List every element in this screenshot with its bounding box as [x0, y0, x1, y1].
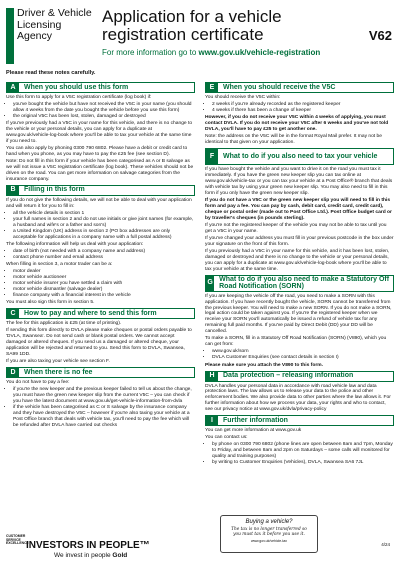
section-f-text: If you have bought the vehicle and you want to drive it on the road you must tax it immediately. If you have the green new keeper slip you can tax online at www.gov.uk/vehicle-tax or you can tax your vehicle at a Post Office® branch that deals with vehicle tax by using your green new keeper slip. You may also need to fill in this form if you only have the green new keeper slip. [205, 167, 393, 196]
iip-level: Gold [112, 552, 128, 559]
section-letter: F [206, 149, 218, 164]
cse-line: CUSTOMER [6, 534, 26, 538]
section-g-text: Please make sure you attach the V890 to this form. [205, 362, 323, 368]
section-letter: B [7, 186, 19, 195]
list-item: • a United Kingdom (UK) address in section 2 (PO box addresses are only acceptable for applications in a company name with a full postal address) [13, 229, 195, 241]
section-d-text: You do not have to pay a fee: [6, 380, 70, 385]
notes-heading: Please read these notes carefully. [6, 70, 96, 76]
list-item: • date of birth (not needed with a company name and address) [13, 249, 195, 255]
list-item: • if you're the new keeper and the previous keeper failed to tell us about the change, you must have the green new keeper slip from the current V5C – you can check if you have the latest document at www.gov.uk/get-vehicle-information-from-dvla [13, 387, 195, 405]
section-i-list [212, 442, 394, 466]
form-footer [6, 513, 394, 563]
right-column [205, 80, 394, 467]
form-code: V62 [368, 28, 392, 43]
section-f-text: If you previously had a V5C in your name for this vehicle, and it has been lost, stolen, damaged or destroyed and there is no change to the vehicle or your personal details, you can apply for a duplicate at www.gov.uk/vehicle-log-book where you'll be able to tax your vehicle at the same time. [205, 249, 390, 272]
section-a-note: Note: Do not fill in this form if your vehicle has been categorised as A or B salvage as we will not issue a V5C registration certificate (log book). These vehicles should not be driven on the road. You can get more information on salvage categories from the insurance company. [6, 159, 194, 182]
list-item: • 2 weeks if you're already recorded as the registered keeper [212, 102, 394, 108]
list-item: • DVLA Customer Enquiries (see contact details in section I) [212, 355, 394, 361]
section-e-warning: However, if you do not receive your V5C within 4 weeks of applying, you must contact DVLA. If you do not receive your V5C after 6 weeks and you've not told DVLA, you'll have to pay £25 to get another one. [205, 115, 389, 133]
list-item: • 4 weeks if there has been a change of keeper [212, 108, 394, 114]
dvla-crest-bar [6, 8, 14, 64]
form-version: 4/24 [381, 542, 390, 547]
section-h-text: DVLA handles your personal data in accordance with road vehicle law and data protection laws. The law allows us to release your data to the police and other enforcement bodies. We also provide data to other parties where the law allows it. For further information about how we process your data, your rights and who to contact, see our privacy notice at www.gov.uk/dvla/privacy-policy [205, 383, 391, 413]
section-title: What to do if you also need to make a Statutory Off Road Notification (SORN) [219, 276, 390, 291]
section-c-text: The fee for this application is £25 (at time of printing). [6, 321, 122, 327]
section-b-text: If you do not give the following details, we will not be able to deal with your application and will return it for you to fill in: [6, 197, 192, 209]
list-item: • by phone on 0300 790 6802 (phone lines are open between 8am and 7pm, Monday to Friday, and between 8am and 2pm on Saturdays – some calls will monitored for quality and training purposes) [212, 442, 394, 460]
dept-line: Agency [17, 30, 53, 42]
section-e-text: You should receive the V5C within: [205, 95, 281, 100]
section-letter: E [206, 83, 218, 92]
section-d-list [13, 387, 195, 428]
investors-in-people-logo: INVESTORS IN PEOPLE™ [26, 540, 150, 551]
left-column [6, 80, 195, 430]
section-b-list [13, 269, 195, 299]
form-subtitle [102, 48, 320, 57]
section-letter: I [206, 416, 218, 425]
cse-line: SERVICE [6, 537, 21, 542]
section-a-text: Use this form to apply for a V5C registration certificate (log book) if: [6, 95, 152, 100]
section-b-header [6, 185, 195, 196]
section-f-text: If you've changed your address you must fill in your previous postcode in the box under your signature on the front of this form. [205, 236, 394, 247]
section-d-header [6, 367, 195, 378]
section-letter: G [206, 276, 214, 291]
section-title: When there is no fee [24, 368, 93, 376]
section-title: What to do if you also need to tax your vehicle [223, 153, 378, 161]
form-header [6, 6, 394, 66]
section-a-header [6, 82, 195, 93]
list-item: • finance company with a financial interest in the vehicle [13, 293, 195, 299]
list-item: • you've bought the vehicle but have not received the V5C in your name (you should allow 4 weeks from the date you bought the vehicle before you use this form) [13, 102, 195, 114]
cse-line: EXCELLENCE [6, 541, 29, 546]
list-item: • motor vehicle dismantler (salvage dealer) [13, 287, 195, 293]
section-letter: D [7, 368, 19, 377]
section-b-text: You must also sign this form in section 5. [6, 300, 95, 306]
section-title: Data protection – releasing information [223, 372, 354, 380]
section-e-list [212, 102, 394, 114]
section-a-text: You can also apply by phoning 0300 790 6802. Please have a debit or credit card to hand when you phone, as you may have to pay the £25 fee (see section D). [6, 146, 188, 158]
section-c-text: If sending this form directly to DVLA please make cheques or postal orders payable to 'DVLA, Swansea'. Do not send cash or blank postal orders. We cannot accept damaged or altered cheques. If you send us a damaged or altered cheque, your application will be rejected and returned to you. Send this form to DVLA, Swansea, SA99 1DD. [6, 328, 192, 357]
section-title: When you should receive the V5C [223, 83, 336, 91]
section-g-list [212, 349, 394, 361]
dvla-logo [6, 7, 92, 64]
section-b-text: When filling in section 3, a motor trader can be a: [6, 262, 113, 268]
section-g-text: To make a SORN, fill in a Statutory Off Road Notification (SORN) (V890), which you can get from: [205, 336, 387, 348]
list-item: • www.gov.uk/sorn [212, 349, 394, 355]
section-letter: H [206, 372, 218, 381]
section-title: Further information [223, 416, 288, 424]
section-c-text: If you are also taxing your vehicle see section F. [6, 359, 110, 365]
vehicle-tax-promo-box [220, 515, 318, 553]
promo-text: The tax is no longer transferred so you must tax it before you use it. [231, 527, 307, 537]
subtitle-prefix: For more information go to [102, 48, 199, 57]
department-name [17, 8, 92, 43]
dept-line: Driver & Vehicle [17, 7, 92, 19]
section-b-list [13, 211, 195, 241]
promo-heading: Buying a vehicle? [245, 519, 293, 525]
list-item: • by writing to Customer Enquiries (Vehicles), DVLA, Swansea SA6 7JL [212, 460, 394, 466]
list-item: • your full names in section 2 and do not use initials or give joint names (for example, a husband and wife's or a father and son's) [13, 217, 195, 229]
subtitle-link[interactable]: www.gov.uk/vehicle-registration [198, 48, 321, 57]
list-item: • motor vehicle auctioneer [13, 275, 195, 281]
section-b-text: The following information will help us deal with your application: [6, 241, 144, 247]
section-i-text: You can get more information at www.gov.uk [205, 428, 302, 434]
list-item: • all the vehicle details in section 1 [13, 211, 195, 217]
section-e-header [205, 82, 394, 93]
iip-tagline-text: We invest in people [54, 552, 111, 559]
section-e-note: Note: the address on the V5C will be in the format Royal Mail prefer. It may not be identical to that given on your application. [205, 134, 382, 146]
form-title [102, 8, 282, 44]
section-a-text: If you've previously had a V5C in your name for this vehicle, and there is no change to the vehicle or your personal details, you can apply for a duplicate at www.gov.uk/vehicle-log-book where you'll be able to tax your vehicle at the same time if you need to. [6, 121, 193, 144]
section-f-text: If you do not have a V5C or the green new keeper slip you will need to fill in this form and pay a fee. You can pay by cash, debit card, credit card, credit card), cheque or postal order (made out to Post Office Ltd.). Post Office budget card or by traveller's cheques (in pounds sterling). [205, 197, 392, 221]
section-title: When you should use this form [24, 83, 129, 91]
list-item: • the original V5C has been lost, stolen, damaged or destroyed [13, 114, 195, 120]
customer-service-excellence-logo [6, 534, 29, 561]
section-letter: A [7, 83, 19, 92]
section-i-header [205, 415, 394, 426]
section-f-header [205, 148, 394, 165]
promo-url[interactable]: www.gov.uk/vehicle-tax [250, 539, 288, 543]
section-title: How to pay and where to send this form [24, 309, 157, 317]
section-g-header [205, 275, 394, 292]
list-item: • if the vehicle has been categorised as C or S salvage by the insurance company and they have destroyed the V5C – however if you're also taxing your vehicle at a Post Office branch that deals with vehicle tax, you'll need to pay the fee which will be refunded after DVLA have carried out checks [13, 405, 195, 429]
list-item: • motor vehicle insurer you have settled a claim with [13, 281, 195, 287]
form-title-line: Application for a vehicle [102, 7, 282, 26]
section-f-text: If you're not the registered keeper of the vehicle you may not be able to tax until you get a V5C in your name. [205, 222, 387, 234]
section-g-text: If you are keeping the vehicle off the road, you need to make a SORN with this application. If you have recently bought the vehicle, SORN cannot be transferred from the previous keeper. You will need to make a new SORN. If you do not make a SORN, legal action could be taken against you. If you're the registered keeper when we receive your SORN you'll automatically be issued a refund of vehicle tax for any remaining full paid months. If you've paid by Direct Debit (DD) your DD will be cancelled. [205, 293, 392, 335]
section-a-list [13, 102, 195, 120]
list-item: • contact phone number and email address [13, 255, 195, 261]
section-letter: C [7, 309, 19, 318]
dept-line: Licensing [17, 18, 62, 31]
section-title: Filling in this form [24, 186, 85, 194]
investors-in-people-tagline [54, 552, 127, 559]
section-c-header [6, 308, 195, 319]
section-b-list [13, 249, 195, 261]
section-i-text: You can contact us: [205, 435, 248, 441]
form-title-line: registration certificate [102, 25, 264, 44]
list-item: • motor dealer [13, 269, 195, 275]
section-h-header [205, 371, 394, 382]
